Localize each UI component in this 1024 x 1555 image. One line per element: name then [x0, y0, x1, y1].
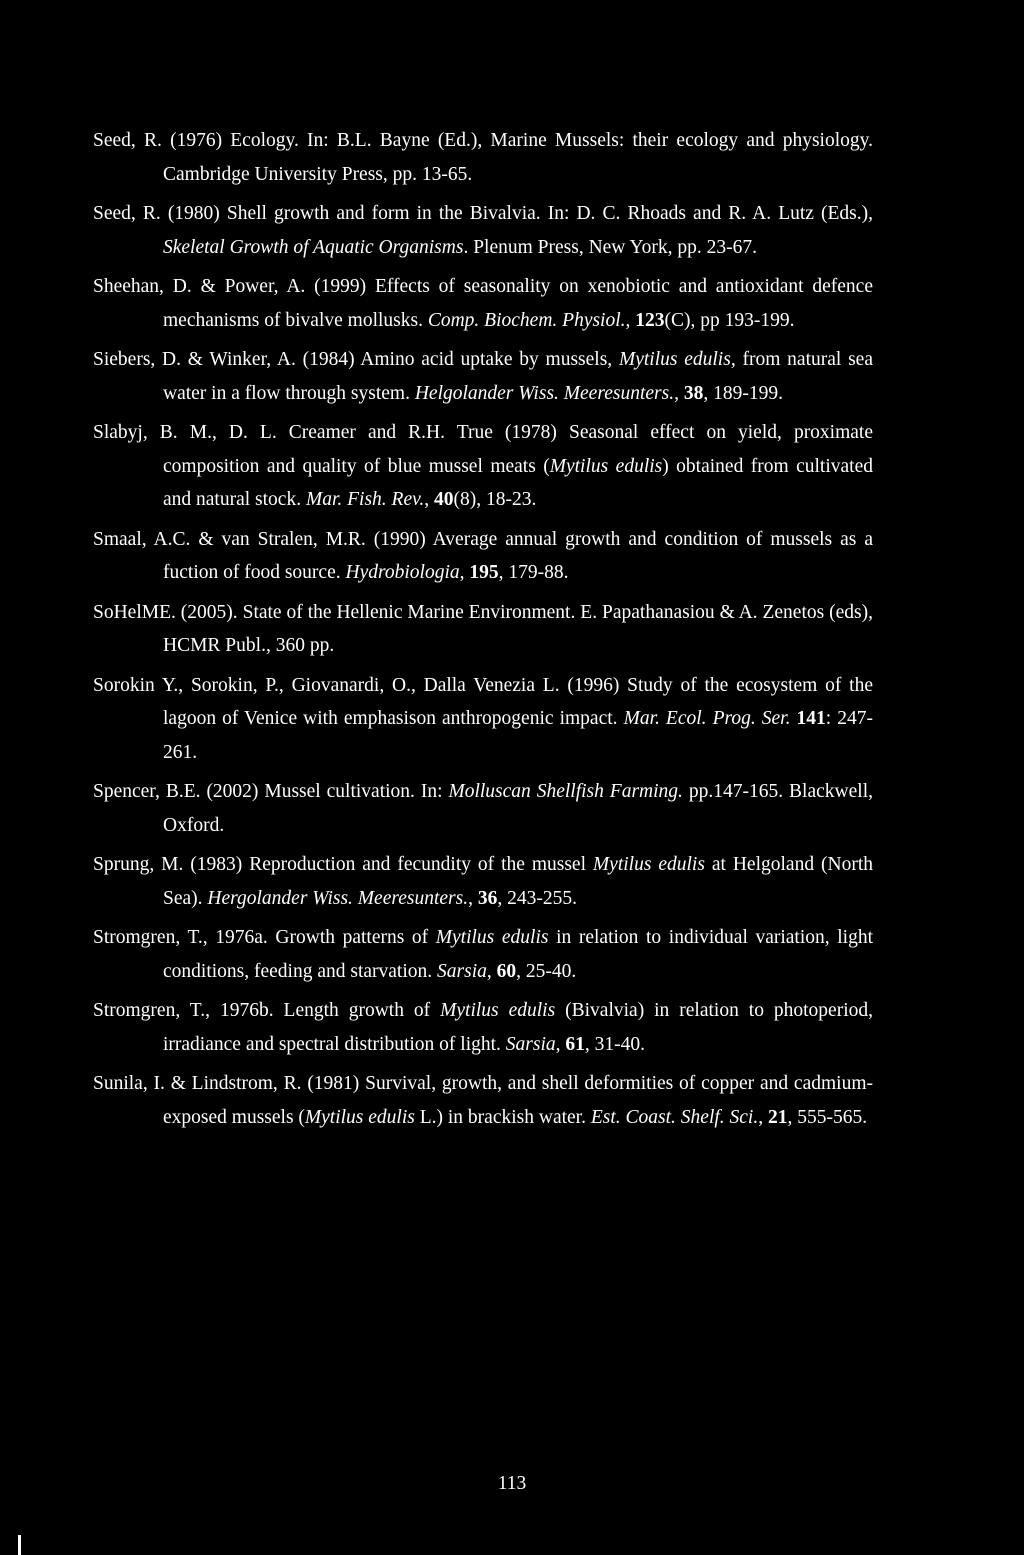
reference-volume: 36	[477, 887, 498, 909]
reference-entry	[93, 270, 873, 337]
reference-text: , 189-199.	[703, 382, 783, 404]
reference-text: Smaal, A.C. & van Stralen, M.R. (1990) Average annual growth and condition of mussels as a fuction of food source.	[93, 528, 873, 583]
reference-italic-text: Hergolander Wiss. Meeresunters.	[207, 887, 469, 909]
reference-italic-text: Mytilus edulis	[549, 455, 663, 477]
reference-text: ,	[674, 382, 684, 404]
reference-volume: 38	[683, 382, 704, 404]
reference-text: Sunila, I. & Lindstrom, R. (1981) Survival, growth, and shell deformities of copper and cadmium-exposed mussels (	[93, 1073, 873, 1128]
reference-text: Sheehan, D. & Power, A. (1999) Effects of seasonality on xenobiotic and antioxidant defence mechanisms of bivalve mollusks.	[93, 276, 873, 331]
reference-entry	[93, 124, 873, 191]
reference-text: Slabyj, B. M., D. L. Creamer and R.H. True (1978) Seasonal effect on yield, proximate composition and quality of blue mussel meats (	[93, 422, 873, 477]
margin-mark	[18, 1535, 21, 1555]
reference-text: ,	[486, 960, 497, 982]
reference-volume: 61	[565, 1033, 585, 1055]
reference-entry	[93, 921, 873, 988]
reference-text: at Helgoland (North Sea).	[163, 854, 873, 909]
reference-entry	[93, 416, 873, 517]
reference-italic-text: Skeletal Growth of Aquatic Organisms	[163, 236, 464, 258]
reference-text: Sprung, M. (1983) Reproduction and fecundity of the mussel	[93, 854, 593, 875]
reference-italic-text: Helgolander Wiss. Meeresunters.	[414, 382, 675, 404]
reference-italic-text: Mytilus edulis	[440, 1000, 556, 1021]
page-number: 113	[497, 1473, 527, 1494]
reference-italic-text: Mytilus edulis	[592, 854, 705, 875]
reference-text: Stromgren, T., 1976a. Growth patterns of	[93, 927, 436, 948]
reference-text: in relation to individual variation, light conditions, feeding and starvation.	[163, 927, 874, 982]
reference-text: (8), 18-23.	[453, 489, 537, 510]
reference-text: L.) in brackish water.	[414, 1106, 591, 1128]
reference-entry	[93, 596, 873, 663]
reference-text: Seed, R. (1980) Shell growth and form in the Bivalvia. In: D. C. Rhoads and R. A. Lutz (Eds.),	[93, 203, 873, 224]
reference-volume: 60	[496, 960, 517, 982]
reference-text: ,	[424, 489, 434, 510]
reference-text: ,	[625, 309, 636, 331]
reference-text: Spencer, B.E. (2002) Mussel cultivation. In:	[93, 781, 449, 802]
reference-entry	[93, 343, 873, 410]
reference-text: , 243-255.	[497, 887, 577, 909]
reference-entry	[93, 669, 873, 770]
reference-italic-text: Mar. Fish. Rev.	[305, 489, 425, 510]
reference-text: Stromgren, T., 1976b. Length growth of	[93, 1000, 441, 1021]
reference-entry	[93, 197, 873, 264]
reference-italic-text: Comp. Biochem. Physiol.	[427, 309, 626, 331]
reference-text: ,	[459, 562, 470, 583]
reference-text: Seed, R. (1976) Ecology. In: B.L. Bayne (Ed.), Marine Mussels: their ecology and physiology. Cambridge University Press, pp. 13-65.	[93, 130, 873, 185]
reference-text: . Plenum Press, New York, pp. 23-67.	[463, 236, 758, 258]
reference-text: Siebers, D. & Winker, A. (1984) Amino acid uptake by mussels,	[93, 349, 619, 370]
reference-text: from natural sea water in a flow through system.	[163, 349, 873, 404]
reference-text: , 25-40.	[516, 960, 577, 982]
reference-volume: 195	[469, 562, 499, 583]
reference-list	[93, 124, 873, 1140]
reference-italic-text: Sarsia	[437, 960, 487, 982]
reference-italic-text: Mytilus edulis	[435, 927, 549, 948]
reference-text: ,	[468, 887, 478, 909]
reference-text: Sorokin Y., Sorokin, P., Giovanardi, O., Dalla Venezia L. (1996) Study of the ecosystem of the lagoon of Venice with emphasison anthropogenic impact.	[93, 674, 873, 729]
reference-text: , 555-565.	[787, 1106, 868, 1128]
reference-italic-text: Est. Coast. Shelf. Sci.	[590, 1106, 759, 1128]
reference-italic-text: Mar. Ecol. Prog. Ser.	[623, 708, 791, 729]
reference-entry	[93, 775, 873, 842]
reference-text: , 31-40.	[584, 1033, 646, 1055]
reference-text: (Bivalvia) in relation to photoperiod, irradiance and spectral distribution of light.	[163, 1000, 874, 1055]
reference-entry	[93, 523, 873, 590]
reference-text: (C), pp 193-199.	[664, 309, 795, 331]
reference-italic-text: Sarsia	[505, 1033, 556, 1055]
reference-entry	[93, 1067, 873, 1134]
reference-text: ) obtained from cultivated and natural stock.	[163, 455, 873, 510]
reference-volume: 141	[796, 708, 826, 729]
reference-entry	[93, 994, 873, 1061]
reference-italic-text: Hydrobiologia	[345, 562, 460, 583]
reference-text: , 179-88.	[498, 562, 569, 583]
reference-italic-text: Mytilus edulis	[304, 1106, 415, 1128]
reference-italic-text: Mytilus edulis,	[618, 349, 736, 370]
reference-volume: 40	[433, 489, 454, 510]
reference-text: ,	[758, 1106, 768, 1128]
reference-text: SoHelME. (2005). State of the Hellenic Marine Environment. E. Papathanasiou & A. Zenetos (eds), HCMR Publ., 360 pp.	[93, 601, 873, 656]
reference-volume: 123	[635, 309, 665, 331]
reference-text: : 247-261.	[163, 708, 873, 763]
reference-text: ,	[555, 1033, 566, 1055]
reference-italic-text: Molluscan Shellfish Farming.	[448, 781, 683, 802]
reference-text: pp.147-165. Blackwell, Oxford.	[163, 781, 873, 836]
reference-volume: 21	[767, 1106, 788, 1128]
reference-entry	[93, 848, 873, 915]
